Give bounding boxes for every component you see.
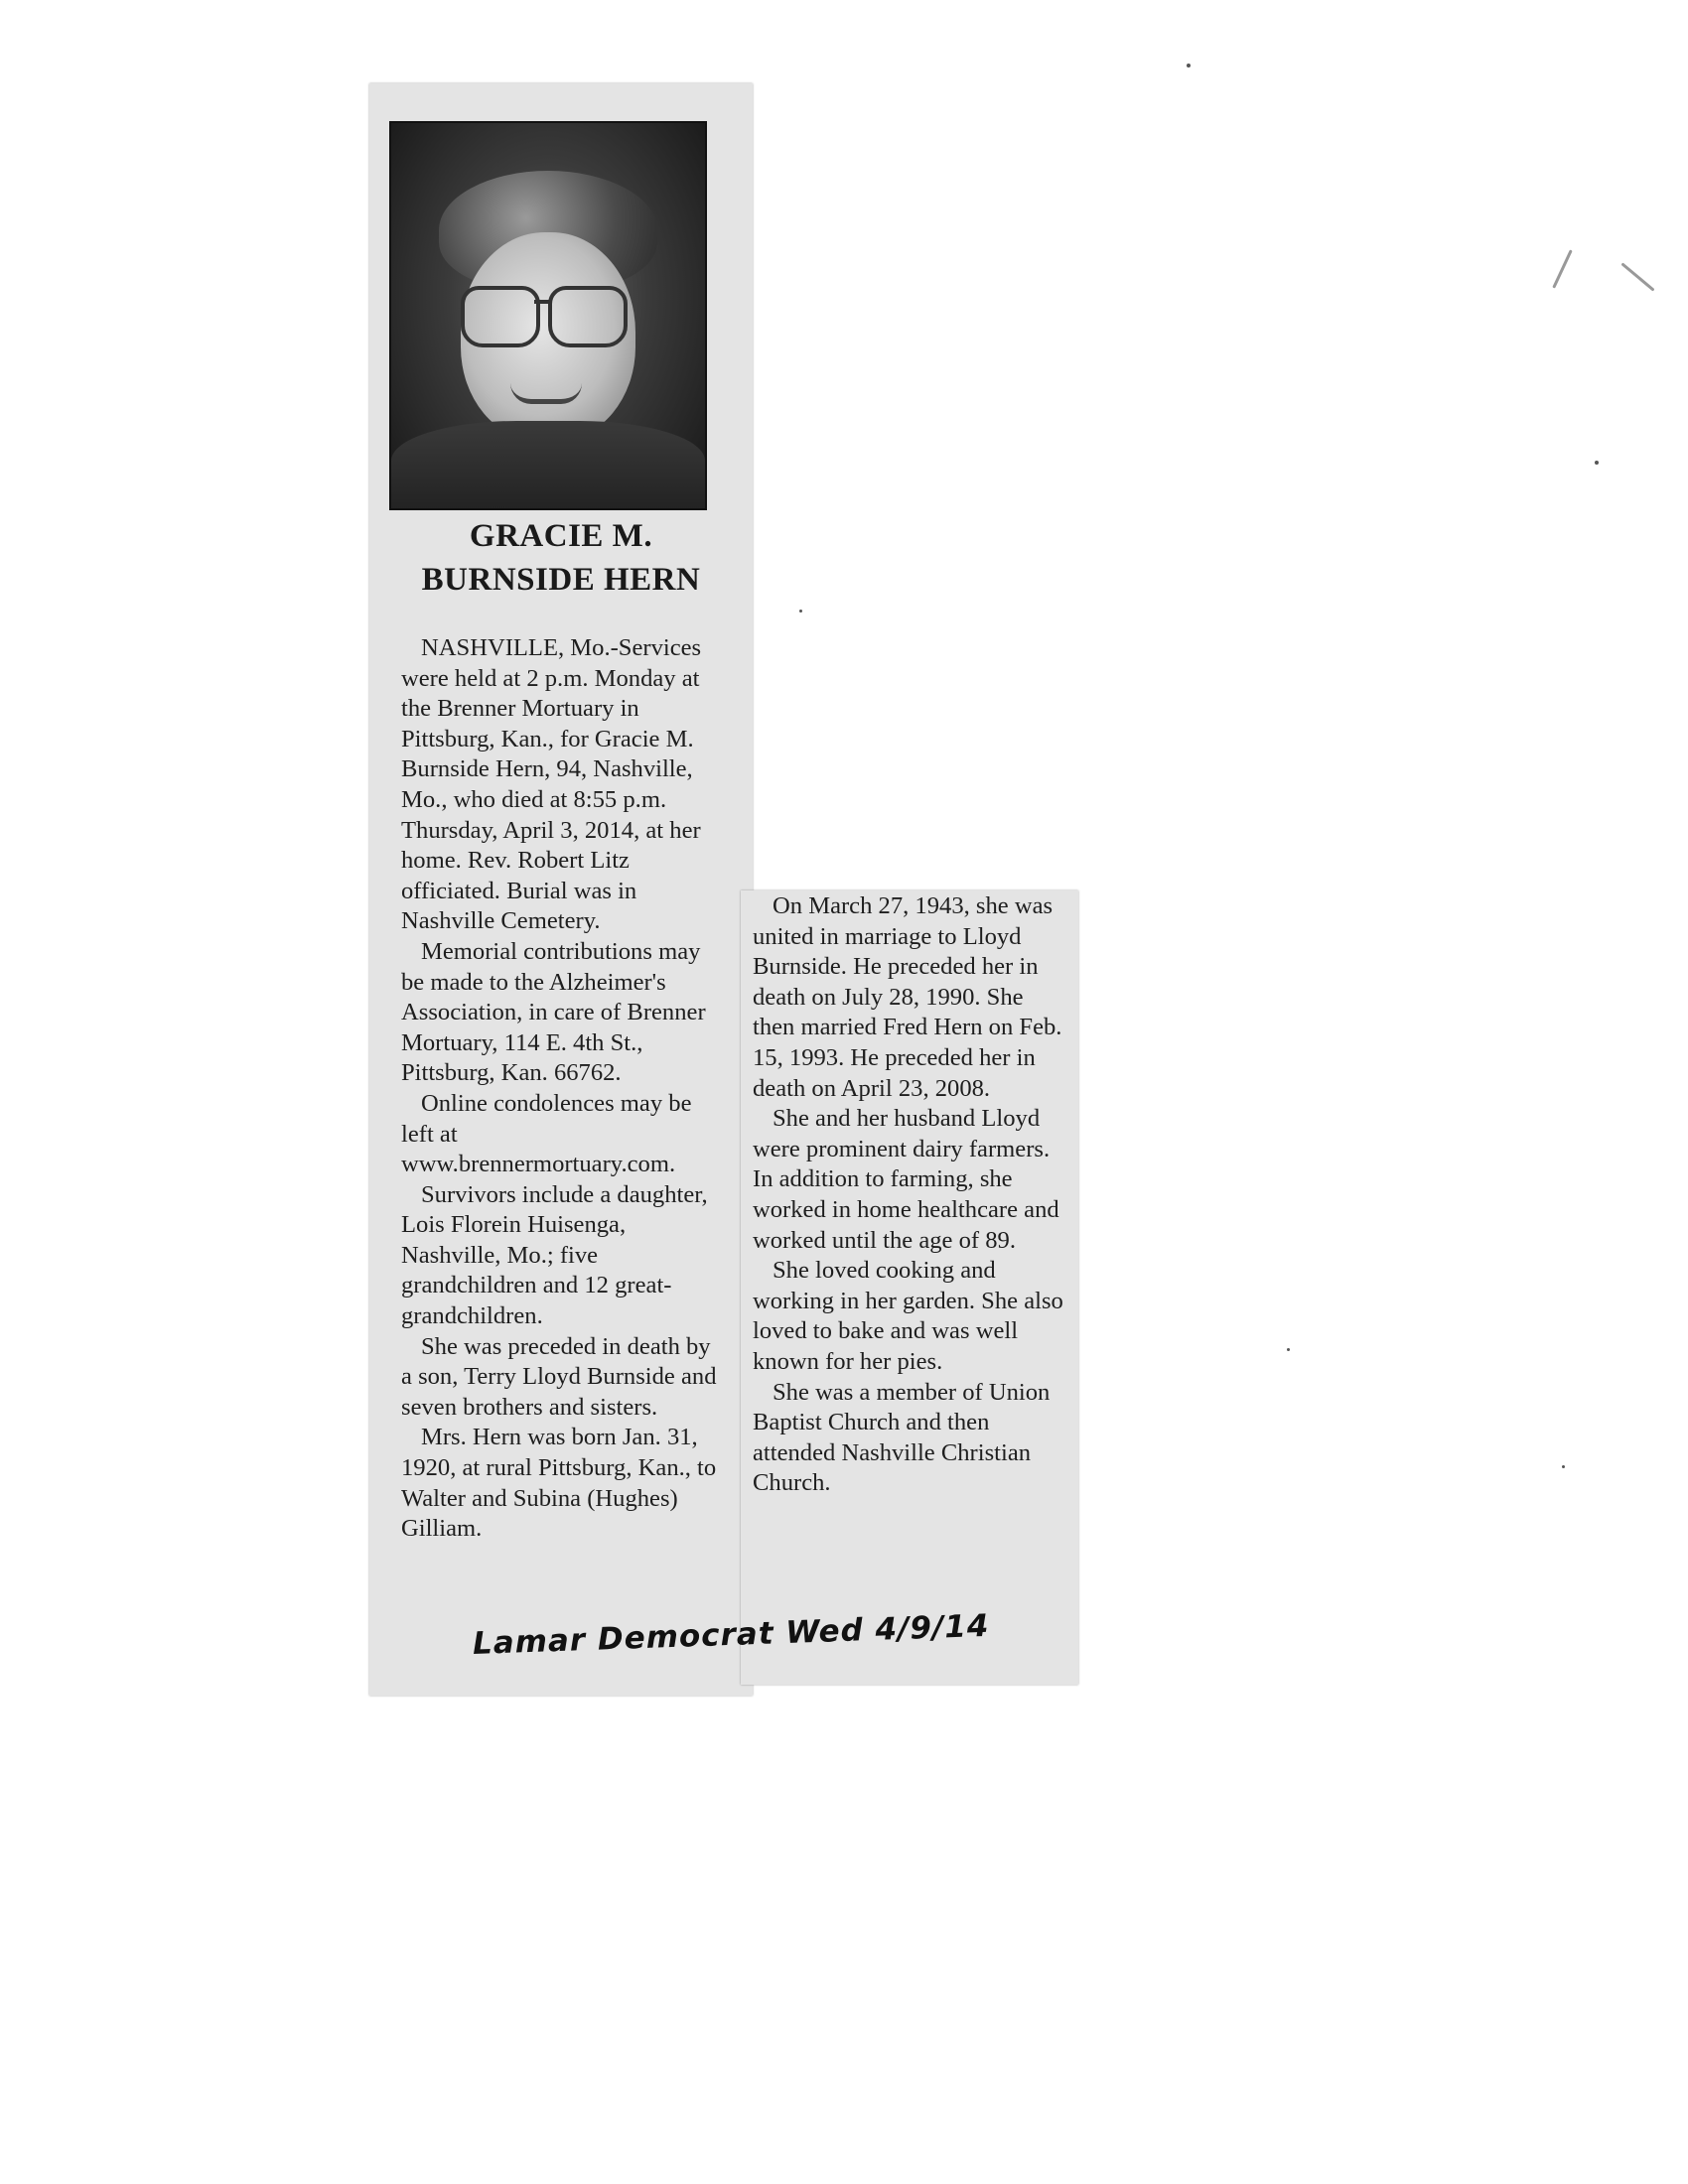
obituary-headline-line2: BURNSIDE HERN bbox=[421, 562, 701, 598]
paragraph-survivors: Survivors include a daughter, Lois Florein Huisenga, Nashville, Mo.; five grandchildren and 12 great-grandchildren. bbox=[401, 1180, 708, 1330]
scan-speck-streak bbox=[1620, 262, 1654, 291]
scan-speck-streak bbox=[1552, 249, 1572, 288]
portrait-photo-icon bbox=[389, 121, 707, 510]
paragraph-birth: Mrs. Hern was born Jan. 31, 1920, at rural Pittsburg, Kan., to Walter and Subina (Hughes) Gilliam. bbox=[401, 1424, 717, 1543]
paragraph-farming: She and her husband Lloyd were prominent dairy farmers. In addition to farming, she worked in home healthcare and worked until the age of 89. bbox=[753, 1105, 1059, 1254]
paragraph-memorial: Memorial contributions may be made to the Alzheimer's Association, in care of Brenner Mortuary, 114 E. 4th St., Pittsburg, Kan. 66762. bbox=[401, 937, 706, 1087]
paragraph-services: NASHVILLE, Mo.-Services were held at 2 p.m. Monday at the Brenner Mortuary in Pittsburg, Kan., for Gracie M. Burnside Hern, 94, Nashville, Mo., who died at 8:55 p.m. Thursday, April 3, 2014, at her home. Rev. Robert Litz officiated. Burial was in Nashville Cemetery. bbox=[401, 634, 702, 935]
handwritten-source-note: Lamar Democrat Wed 4/9/14 bbox=[472, 1607, 990, 1662]
paragraph-marriage: On March 27, 1943, she was united in marriage to Lloyd Burnside. He preceded her in death on July 28, 1990. She then married Fred Hern on Feb. 15, 1993. He preceded her in death on April 23, 2008. bbox=[753, 892, 1062, 1102]
scan-speck bbox=[1595, 461, 1599, 465]
scan-speck bbox=[799, 610, 802, 613]
paragraph-preceded: She was preceded in death by a son, Terry Lloyd Burnside and seven brothers and sisters. bbox=[401, 1332, 717, 1421]
obituary-left-column bbox=[401, 633, 721, 1545]
scan-speck bbox=[1562, 1465, 1565, 1468]
paragraph-condolences: Online condolences may be left at www.brennermortuary.com. bbox=[401, 1089, 692, 1178]
obituary-headline-line1: GRACIE M. bbox=[469, 518, 653, 554]
scan-speck bbox=[1187, 64, 1191, 68]
paragraph-church: She was a member of Union Baptist Church and then attended Nashville Christian Church. bbox=[753, 1378, 1051, 1497]
paragraph-hobbies: She loved cooking and working in her garden. She also loved to bake and was well known for her pies. bbox=[753, 1257, 1063, 1375]
scan-speck bbox=[1287, 1348, 1290, 1351]
obituary-right-column bbox=[753, 891, 1066, 1499]
